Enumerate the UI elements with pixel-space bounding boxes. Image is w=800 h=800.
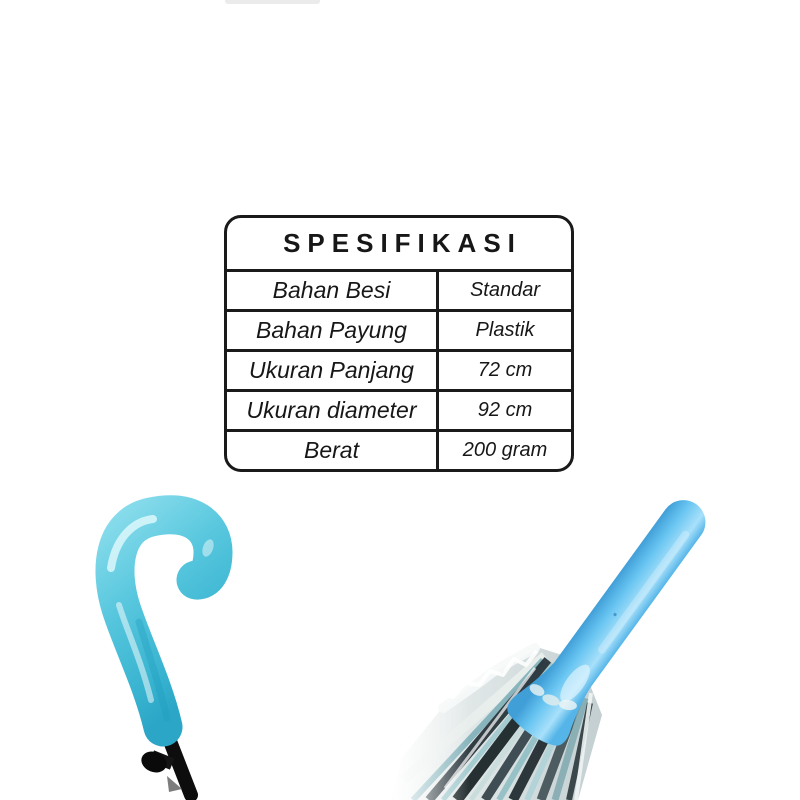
spec-value: Plastik (475, 319, 535, 341)
spec-value: 72 cm (477, 359, 533, 381)
spec-row-berat (227, 432, 571, 469)
spec-table-title (227, 218, 571, 272)
cropped-banner-fragment (225, 0, 320, 4)
umbrella-tip-photo (385, 488, 730, 800)
spec-row-bahan-besi (227, 272, 571, 312)
spec-row-bahan-payung (227, 312, 571, 352)
umbrella-tip-rod (502, 488, 723, 753)
spec-table-title-text: SPESIFIKASI (283, 228, 522, 258)
spec-row-ukuran-panjang (227, 352, 571, 392)
spec-label: Berat (227, 432, 439, 469)
specification-table (224, 215, 574, 472)
umbrella-handle-photo (55, 488, 255, 800)
spec-value: 200 gram (462, 439, 548, 461)
spec-value: 92 cm (477, 399, 533, 421)
spec-label: Ukuran Panjang (227, 352, 439, 389)
handle-hook (111, 515, 216, 727)
spec-label: Bahan Payung (227, 312, 439, 349)
spec-label: Ukuran diameter (227, 392, 439, 429)
spec-value: Standar (469, 279, 541, 301)
spec-label: Bahan Besi (227, 272, 439, 309)
spec-row-ukuran-diameter (227, 392, 571, 432)
